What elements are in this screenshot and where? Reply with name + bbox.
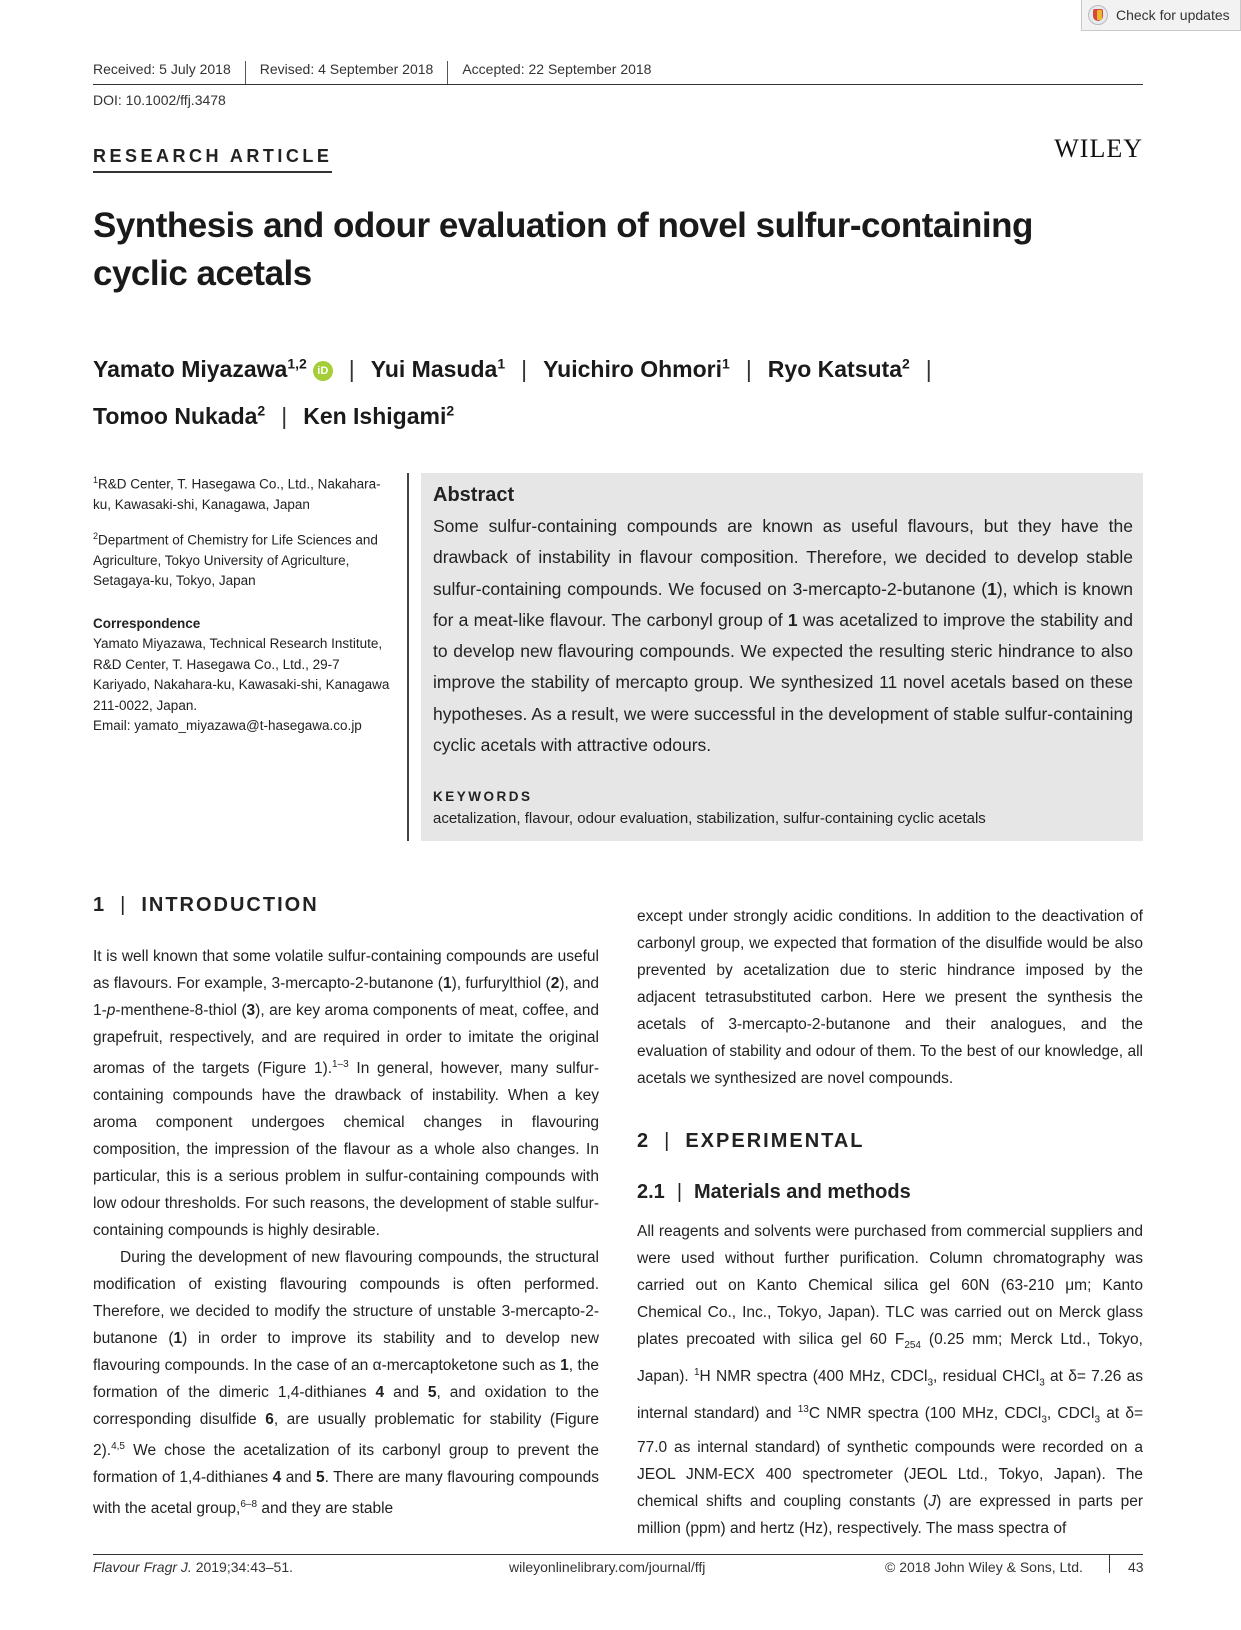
- abstract-box: [421, 473, 1143, 841]
- revised-date: Revised: 4 September 2018: [260, 61, 449, 85]
- check-for-updates-badge[interactable]: [1081, 0, 1241, 31]
- author[interactable]: Yuichiro Ohmori$^1$: [543, 355, 730, 382]
- author-separator: |: [281, 403, 288, 430]
- section-2-1-heading: 2.1 | Materials and methods: [637, 1181, 911, 1203]
- correspondence-address: Yamato Miyazawa, Technical Research Institute, R&D Center, T. Hasegawa Co., Ltd., 29-7 Kariyado, Nakahara-ku, Kawasaki-shi, Kanagawa 211-0022, Japan.: [93, 636, 390, 713]
- affiliation-divider: [407, 473, 409, 841]
- header-rule: [93, 84, 1143, 85]
- accepted-date: Accepted: 22 September 2018: [462, 61, 652, 77]
- footer-copyright: © 2018 John Wiley & Sons, Ltd.: [885, 1559, 1083, 1575]
- author-separator: |: [348, 355, 355, 382]
- abstract-text: Some sulfur-containing compounds are known as useful flavours, but they have the drawback of instability in flavour composition. Therefore, we decided to develop stable sulfur-containing compounds. We focused on 3-mercapto-2-butanone (1), which is known for a meat-like flavour. The carbonyl group of 1 was acetalized to improve the stability and to develop new flavouring compounds. We expected the resulting steric hindrance to also improve the stability of mercapto group. We synthesized 11 novel acetals based on these hypotheses. As a result, we were successful in the development of stable sulfur-containing cyclic acetals with attractive odours.: [433, 516, 1133, 756]
- received-date: Received: 5 July 2018: [93, 61, 246, 85]
- footer-url[interactable]: wileyonlinelibrary.com/journal/ffj: [509, 1559, 706, 1575]
- section-1-heading: 1 | INTRODUCTION: [93, 894, 319, 916]
- publisher-logo: WILEY: [1054, 134, 1143, 163]
- author-list: [93, 342, 1143, 437]
- section-2-heading: 2 | EXPERIMENTAL: [637, 1130, 865, 1152]
- page-number: 43: [1128, 1559, 1144, 1575]
- author-separator: |: [521, 355, 528, 382]
- footer-divider: [1109, 1555, 1110, 1573]
- check-for-updates-label: Check for updates: [1116, 7, 1230, 23]
- affiliations: [93, 470, 393, 737]
- affiliation-2: $^2$Department of Chemistry for Life Sciences and Agriculture, Tokyo University of Agriculture, Setagaya-ku, Tokyo, Japan: [93, 530, 378, 588]
- orcid-icon[interactable]: iD: [313, 361, 333, 381]
- author[interactable]: Ken Ishigami$^2$: [303, 402, 455, 430]
- keywords-heading: KEYWORDS: [433, 789, 533, 805]
- article-type: RESEARCH ARTICLE: [93, 146, 332, 173]
- keywords: acetalization, flavour, odour evaluation, stabilization, sulfur-containing cyclic acetals: [433, 810, 986, 828]
- intro-paragraph-2: During the development of new flavouring compounds, the structural modification of existing flavouring compounds is often performed. Therefore, we decided to modify the structure of unstable 3-mercapto-2-butanone (1) in order to improve its stability and to develop new flavouring compounds. In the case of an α-mercaptoketone such as 1, the formation of the dimeric 1,4-dithianes 4 and 5, and oxidation to the corresponding disulfide 6, are usually problematic for stability (Figure 2).$^{4,5}$ We chose the acetalization of its carbonyl group to prevent the formation of 1,4-dithianes 4 and 5. There are many flavouring compounds with the acetal group,$^{6-8}$ and they are stable: [93, 1249, 599, 1518]
- abstract-heading: Abstract: [433, 484, 515, 506]
- author[interactable]: Ryo Katsuta$^2$: [767, 355, 910, 382]
- footer-citation: Flavour Fragr J. 2019;34:43–51.: [93, 1559, 294, 1575]
- methods-paragraph-1: All reagents and solvents were purchased from commercial suppliers and were used without further purification. Column chromatography was carried out on Kanto Chemical silica gel 60N (63-210 μm; Kanto Chemical Co., Inc., Tokyo, Japan). TLC was carried out on Merck glass plates precoated with silica gel 60 $F_{254}$ (0.25 mm; Merck Ltd., Tokyo, Japan). $^1$H NMR spectra (400 MHz, CDCl$_3$, residual CHCl$_3$ at δ= 7.26 as internal standard) and $^{13}$C NMR spectra (100 MHz, CDCl$_3$, CDCl$_3$ at δ= 77.0 as internal standard) of synthetic compounds were recorded on a JEOL JNM-ECX 400 spectrometer (JEOL Ltd., Tokyo, Japan). The chemical shifts and coupling constants (J) are expressed in parts per million (ppm) and hertz (Hz), respectively. The mass spectra of: [637, 1223, 1143, 1537]
- author[interactable]: Yui Masuda$^1$: [370, 355, 506, 382]
- intro-paragraph-3: except under strongly acidic conditions. In addition to the deactivation of carbonyl group, we expected that formation of the disulfide would be also prevented by acetalization due to steric hindrance imposed by the adjacent tetrasubstituted carbon. Here we present the synthesis the acetals of 3-mercapto-2-butanone and their analogues, and the evaluation of stability and odour of them. To the best of our knowledge, all acetals we synthesized are novel compounds.: [637, 908, 1143, 1087]
- doi[interactable]: DOI: 10.1002/ffj.3478: [93, 92, 226, 108]
- crossmark-icon: [1088, 5, 1108, 25]
- affiliation-1: $^1$R&D Center, T. Hasegawa Co., Ltd., Nakahara-ku, Kawasaki-shi, Kanagawa, Japan: [93, 475, 381, 512]
- right-column: [637, 903, 1143, 1542]
- correspondence-heading: Correspondence: [93, 615, 201, 631]
- article-title: Synthesis and odour evaluation of novel sulfur-containing cyclic acetals: [93, 206, 1033, 293]
- author-separator: |: [745, 355, 752, 382]
- author-separator: |: [925, 355, 932, 382]
- article-dates: [93, 61, 1143, 85]
- left-column: [93, 892, 599, 1522]
- footer-rule: [93, 1554, 1143, 1555]
- correspondence-email[interactable]: Email: yamato_miyazawa@t-hasegawa.co.jp: [93, 718, 362, 733]
- author[interactable]: Tomoo Nukada$^2$: [93, 402, 266, 430]
- author[interactable]: Yamato Miyazawa$^{1,2}$: [93, 355, 307, 382]
- intro-paragraph-1: It is well known that some volatile sulfur-containing compounds are useful as flavours. For example, 3-mercapto-2-butanone (1), furfurylthiol (2), and 1-p-menthene-8-thiol (3), are key aroma components of meat, coffee, and grapefruit, respectively, and are required in order to imitate the original aromas of the targets (Figure 1).$^{1-3}$ In general, however, many sulfur-containing compounds have the drawback of instability. When a key aroma component undergoes chemical changes in flavouring composition, the impression of the flavour as a whole also changes. In particular, this is a serious problem in sulfur-containing compounds with low odour thresholds. For such reasons, the development of stable sulfur-containing compounds is highly desirable.: [93, 948, 599, 1240]
